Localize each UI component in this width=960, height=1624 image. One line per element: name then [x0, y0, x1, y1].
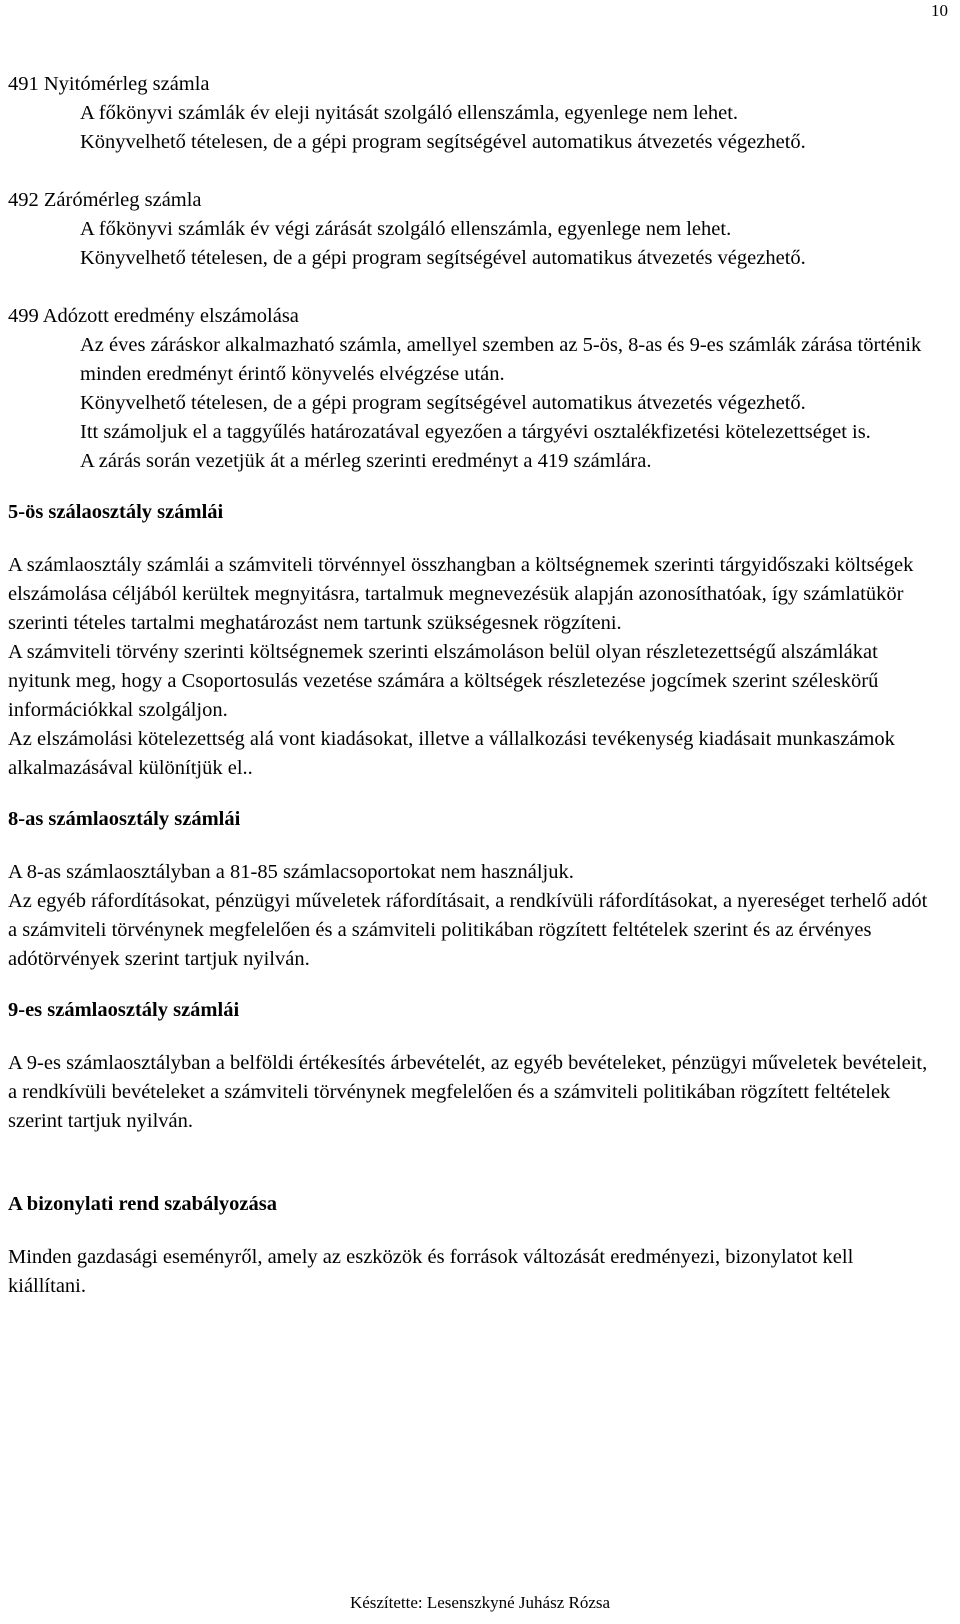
section-paragraph: A 9-es számlaosztályban a belföldi értékesítés árbevételét, az egyéb bevételeket, pénzügyi műveletek bevételeit, a rendkívüli bevételeket a számviteli törvénynek megfelelően és a számviteli politikában rögzített feltételek szerint tartjuk nyilván. — [8, 1052, 928, 1132]
section-document-rules — [8, 1190, 928, 1301]
section-class-9 — [8, 996, 928, 1136]
section-paragraph: Az egyéb ráfordításokat, pénzügyi műveletek ráfordításait, a rendkívüli ráfordításokat, a nyereséget terhelő adót a számviteli törvénynek megfelelően és a számviteli politikában rögzített feltételek szerint és az érvényes adótörvények szerint tartjuk nyilván. — [8, 890, 928, 970]
account-text: Könyvelhető tételesen, de a gépi program segítségével automatikus átvezetés végezhető. — [80, 392, 806, 414]
account-text: Könyvelhető tételesen, de a gépi program segítségével automatikus átvezetés végezhető. — [80, 131, 806, 153]
account-text: Itt számoljuk el a taggyűlés határozatával egyezően a tárgyévi osztalékfizetési kötelezettséget is. — [80, 421, 871, 443]
account-499 — [8, 302, 928, 476]
section-paragraph: A 8-as számlaosztályban a 81-85 számlacsoportokat nem használjuk. — [8, 861, 574, 883]
section-paragraph: A számlaosztály számlái a számviteli törvénnyel összhangban a költségnemek szerinti tárgyidőszaki költségek elszámolása céljából kerültek megnyitásra, tartalmuk megnevezésük alapján azonosíthatóak, így számlatükör szerinti tételes tartalmi meghatározást nem tartunk szükségesnek rögzíteni. — [8, 554, 914, 634]
account-492 — [8, 186, 928, 273]
account-text: A főkönyvi számlák év végi zárását szolgáló ellenszámla, egyenlege nem lehet. — [80, 218, 732, 240]
page-content — [8, 70, 928, 1301]
section-class-8 — [8, 805, 928, 974]
account-body — [8, 331, 928, 476]
account-title: 499 Adózott eredmény elszámolása — [8, 305, 299, 327]
section-heading: 8-as számlaosztály számlái — [8, 808, 241, 830]
account-body — [8, 215, 928, 273]
account-491 — [8, 70, 928, 157]
section-heading: 5-ös szálaosztály számlái — [8, 501, 224, 523]
account-text: A zárás során vezetjük át a mérleg szerinti eredményt a 419 számlára. — [80, 450, 652, 472]
footer-author: Készítette: Lesenszkyné Juhász Rózsa — [349, 1593, 611, 1612]
account-text: Könyvelhető tételesen, de a gépi program segítségével automatikus átvezetés végezhető. — [80, 247, 806, 269]
section-heading: 9-es számlaosztály számlái — [8, 999, 240, 1021]
section-paragraph: Az elszámolási kötelezettség alá vont kiadásokat, illetve a vállalkozási tevékenység kiadásait munkaszámok alkalmazásával különítjük el.. — [8, 728, 895, 779]
section-heading: A bizonylati rend szabályozása — [8, 1193, 277, 1215]
section-paragraph: Minden gazdasági eseményről, amely az eszközök és források változását eredményezi, bizonylatot kell kiállítani. — [8, 1246, 854, 1297]
account-title: 491 Nyitómérleg számla — [8, 73, 210, 95]
section-paragraph: A számviteli törvény szerinti költségnemek szerinti elszámoláson belül olyan részletezettségű alszámlákat nyitunk meg, hogy a Csoportosulás vezetése számára a költségek részletezése jogcímek szerint széleskörű információkkal szolgáljon. — [8, 641, 879, 721]
account-text: A főkönyvi számlák év eleji nyitását szolgáló ellenszámla, egyenlege nem lehet. — [80, 102, 739, 124]
account-text: Az éves záráskor alkalmazható számla, amellyel szemben az 5-ös, 8-as és 9-es számlák zárása történik minden eredményt érintő könyvelés elvégzése után. — [80, 334, 922, 385]
account-body — [8, 99, 928, 157]
page-number: 10 — [931, 1, 948, 20]
account-title: 492 Zárómérleg számla — [8, 189, 202, 211]
section-class-5 — [8, 498, 928, 783]
